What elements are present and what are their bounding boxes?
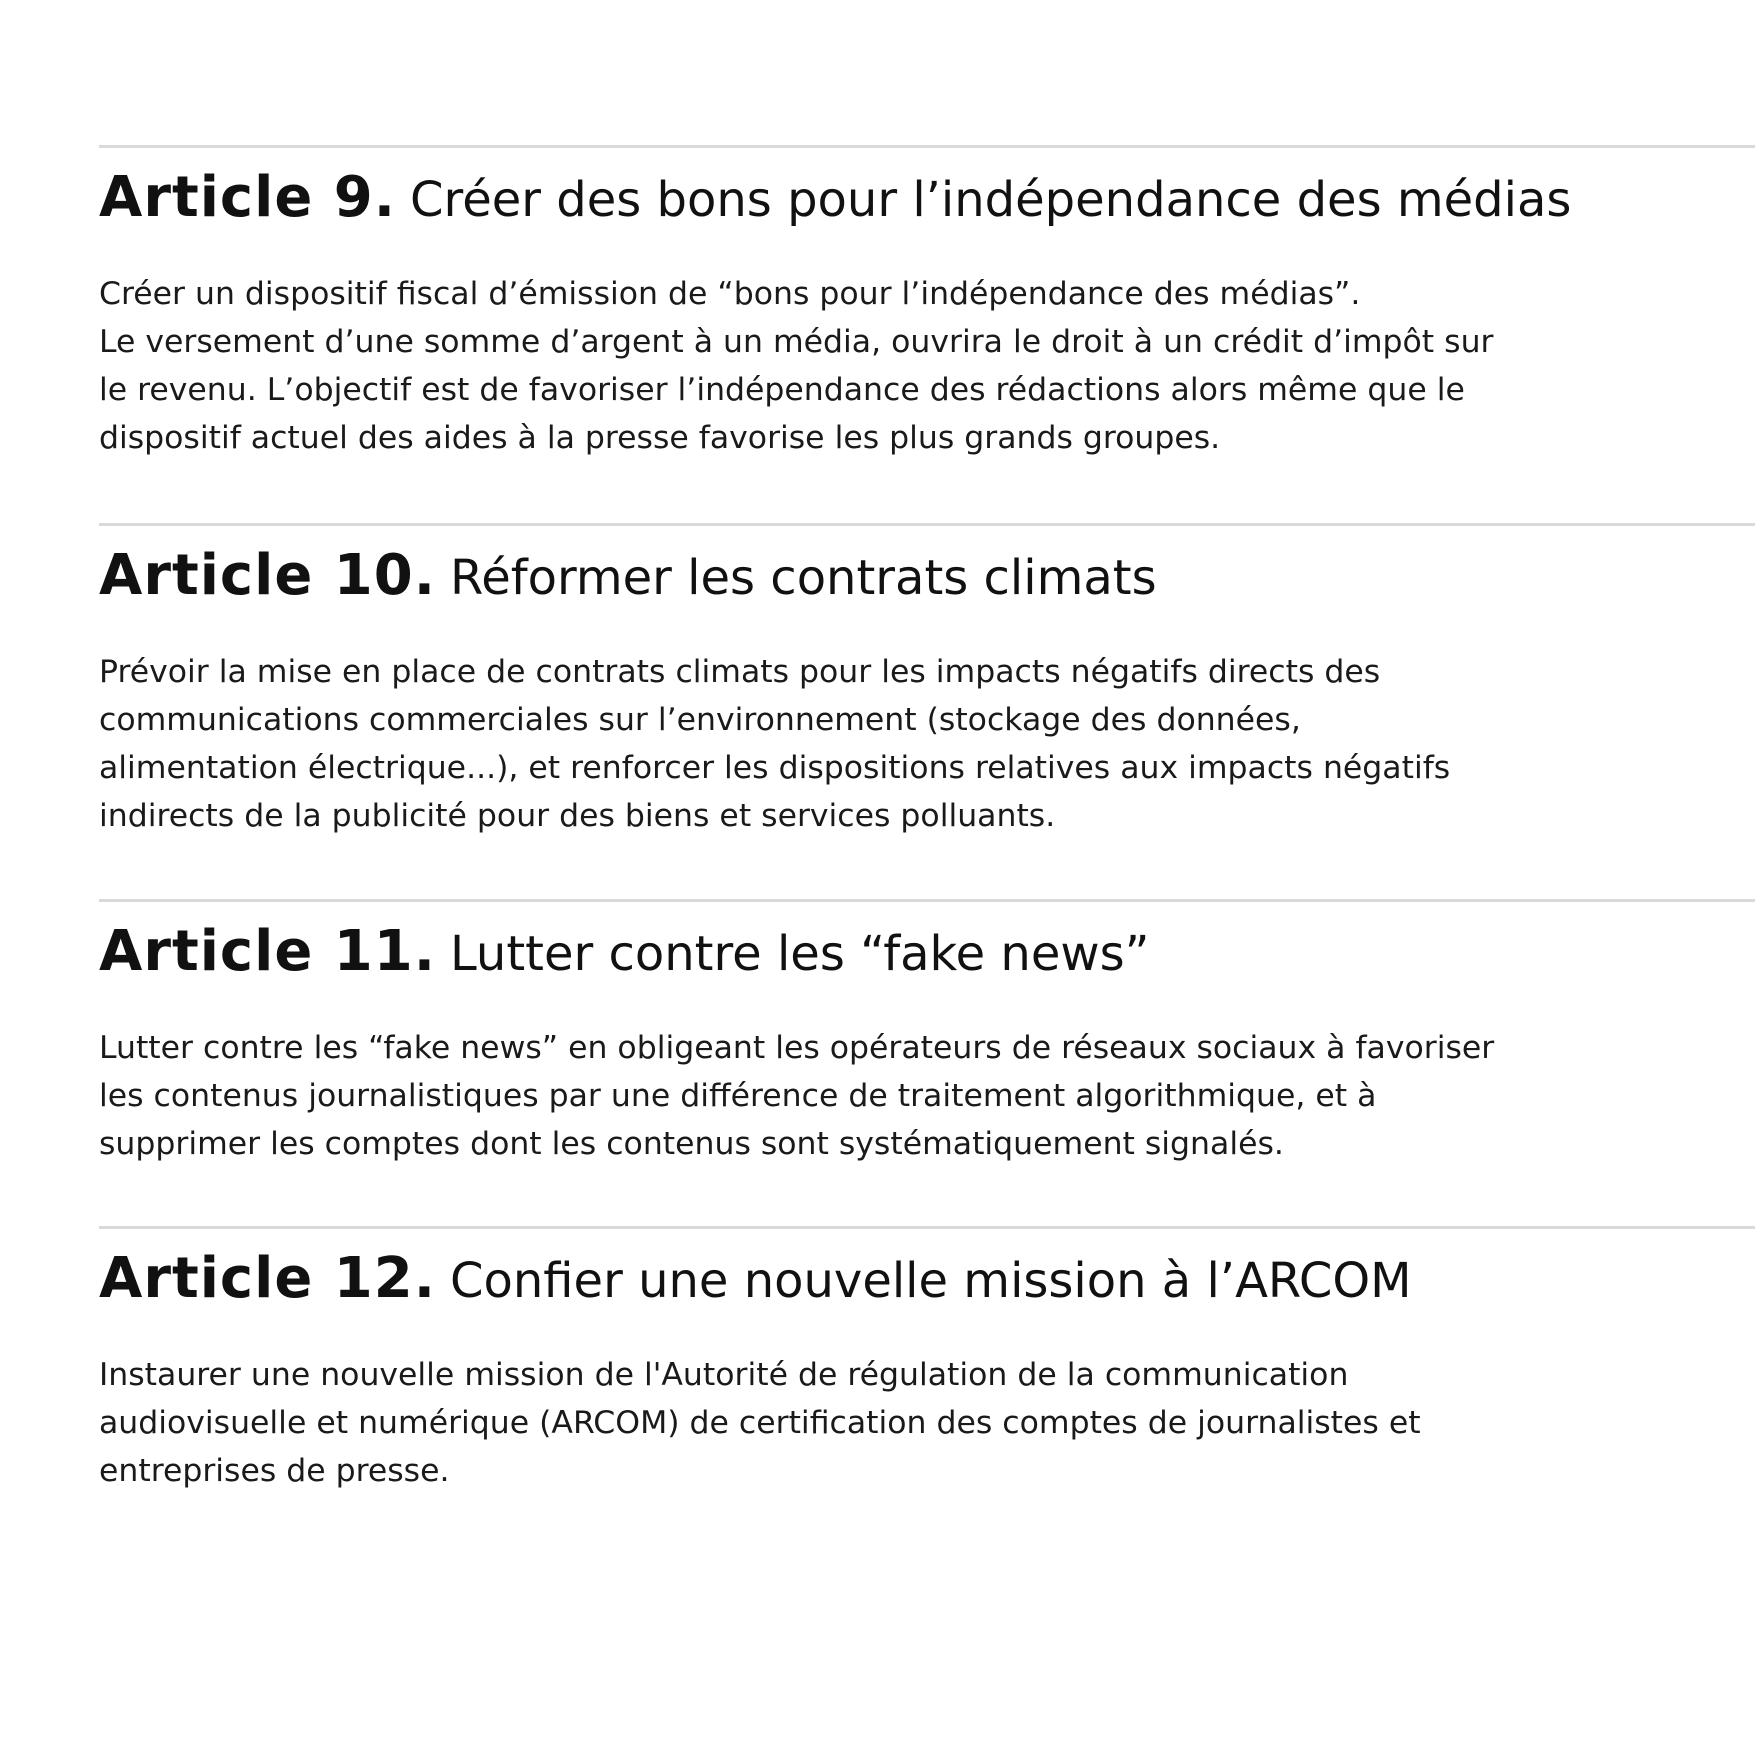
article-body	[99, 270, 1755, 462]
article-body	[99, 1351, 1755, 1495]
body-line: indirects de la publicité pour des biens et services polluants.	[99, 798, 1056, 834]
body-line: Prévoir la mise en place de contrats climats pour les impacts négatifs directs des	[99, 654, 1381, 690]
article-number: Article 12.	[99, 1246, 436, 1311]
article-title: Lutter contre les “fake news”	[450, 926, 1150, 982]
body-line: dispositif actuel des aides à la presse favorise les plus grands groupes.	[99, 420, 1221, 456]
article-11	[99, 899, 1755, 1168]
article-number: Article 10.	[99, 543, 436, 608]
body-line: le revenu. L’objectif est de favoriser l’indépendance des rédactions alors même que le	[99, 372, 1465, 408]
article-heading	[99, 1247, 1755, 1321]
body-line: entreprises de presse.	[99, 1453, 450, 1489]
article-number: Article 11.	[99, 919, 436, 984]
article-heading	[99, 920, 1755, 994]
body-line: Le versement d’une somme d’argent à un média, ouvrira le droit à un crédit d’impôt sur	[99, 324, 1494, 360]
article-heading	[99, 544, 1755, 618]
body-line: Instaurer une nouvelle mission de l'Autorité de régulation de la communication	[99, 1357, 1349, 1393]
article-10	[99, 523, 1755, 840]
article-12	[99, 1226, 1755, 1495]
article-body	[99, 1024, 1755, 1168]
body-line: supprimer les comptes dont les contenus sont systématiquement signalés.	[99, 1126, 1284, 1162]
body-line: les contenus journalistiques par une différence de traitement algorithmique, et à	[99, 1078, 1377, 1114]
article-9	[99, 145, 1755, 462]
body-line: communications commerciales sur l’environnement (stockage des données,	[99, 702, 1301, 738]
divider	[99, 899, 1755, 902]
body-line: alimentation électrique...), et renforcer les dispositions relatives aux impacts négatifs	[99, 750, 1451, 786]
body-line: Créer un dispositif fiscal d’émission de “bons pour l’indépendance des médias”.	[99, 276, 1361, 312]
article-body	[99, 648, 1755, 840]
article-heading	[99, 166, 1755, 240]
divider	[99, 145, 1755, 148]
body-line: Lutter contre les “fake news” en obligeant les opérateurs de réseaux sociaux à favoriser	[99, 1030, 1495, 1066]
article-title: Réformer les contrats climats	[450, 550, 1157, 606]
body-line: audiovisuelle et numérique (ARCOM) de certification des comptes de journalistes et	[99, 1405, 1421, 1441]
divider	[99, 1226, 1755, 1229]
article-title: Créer des bons pour l’indépendance des médias	[410, 172, 1572, 228]
article-number: Article 9.	[99, 165, 397, 230]
divider	[99, 523, 1755, 526]
article-title: Confier une nouvelle mission à l’ARCOM	[450, 1253, 1412, 1309]
